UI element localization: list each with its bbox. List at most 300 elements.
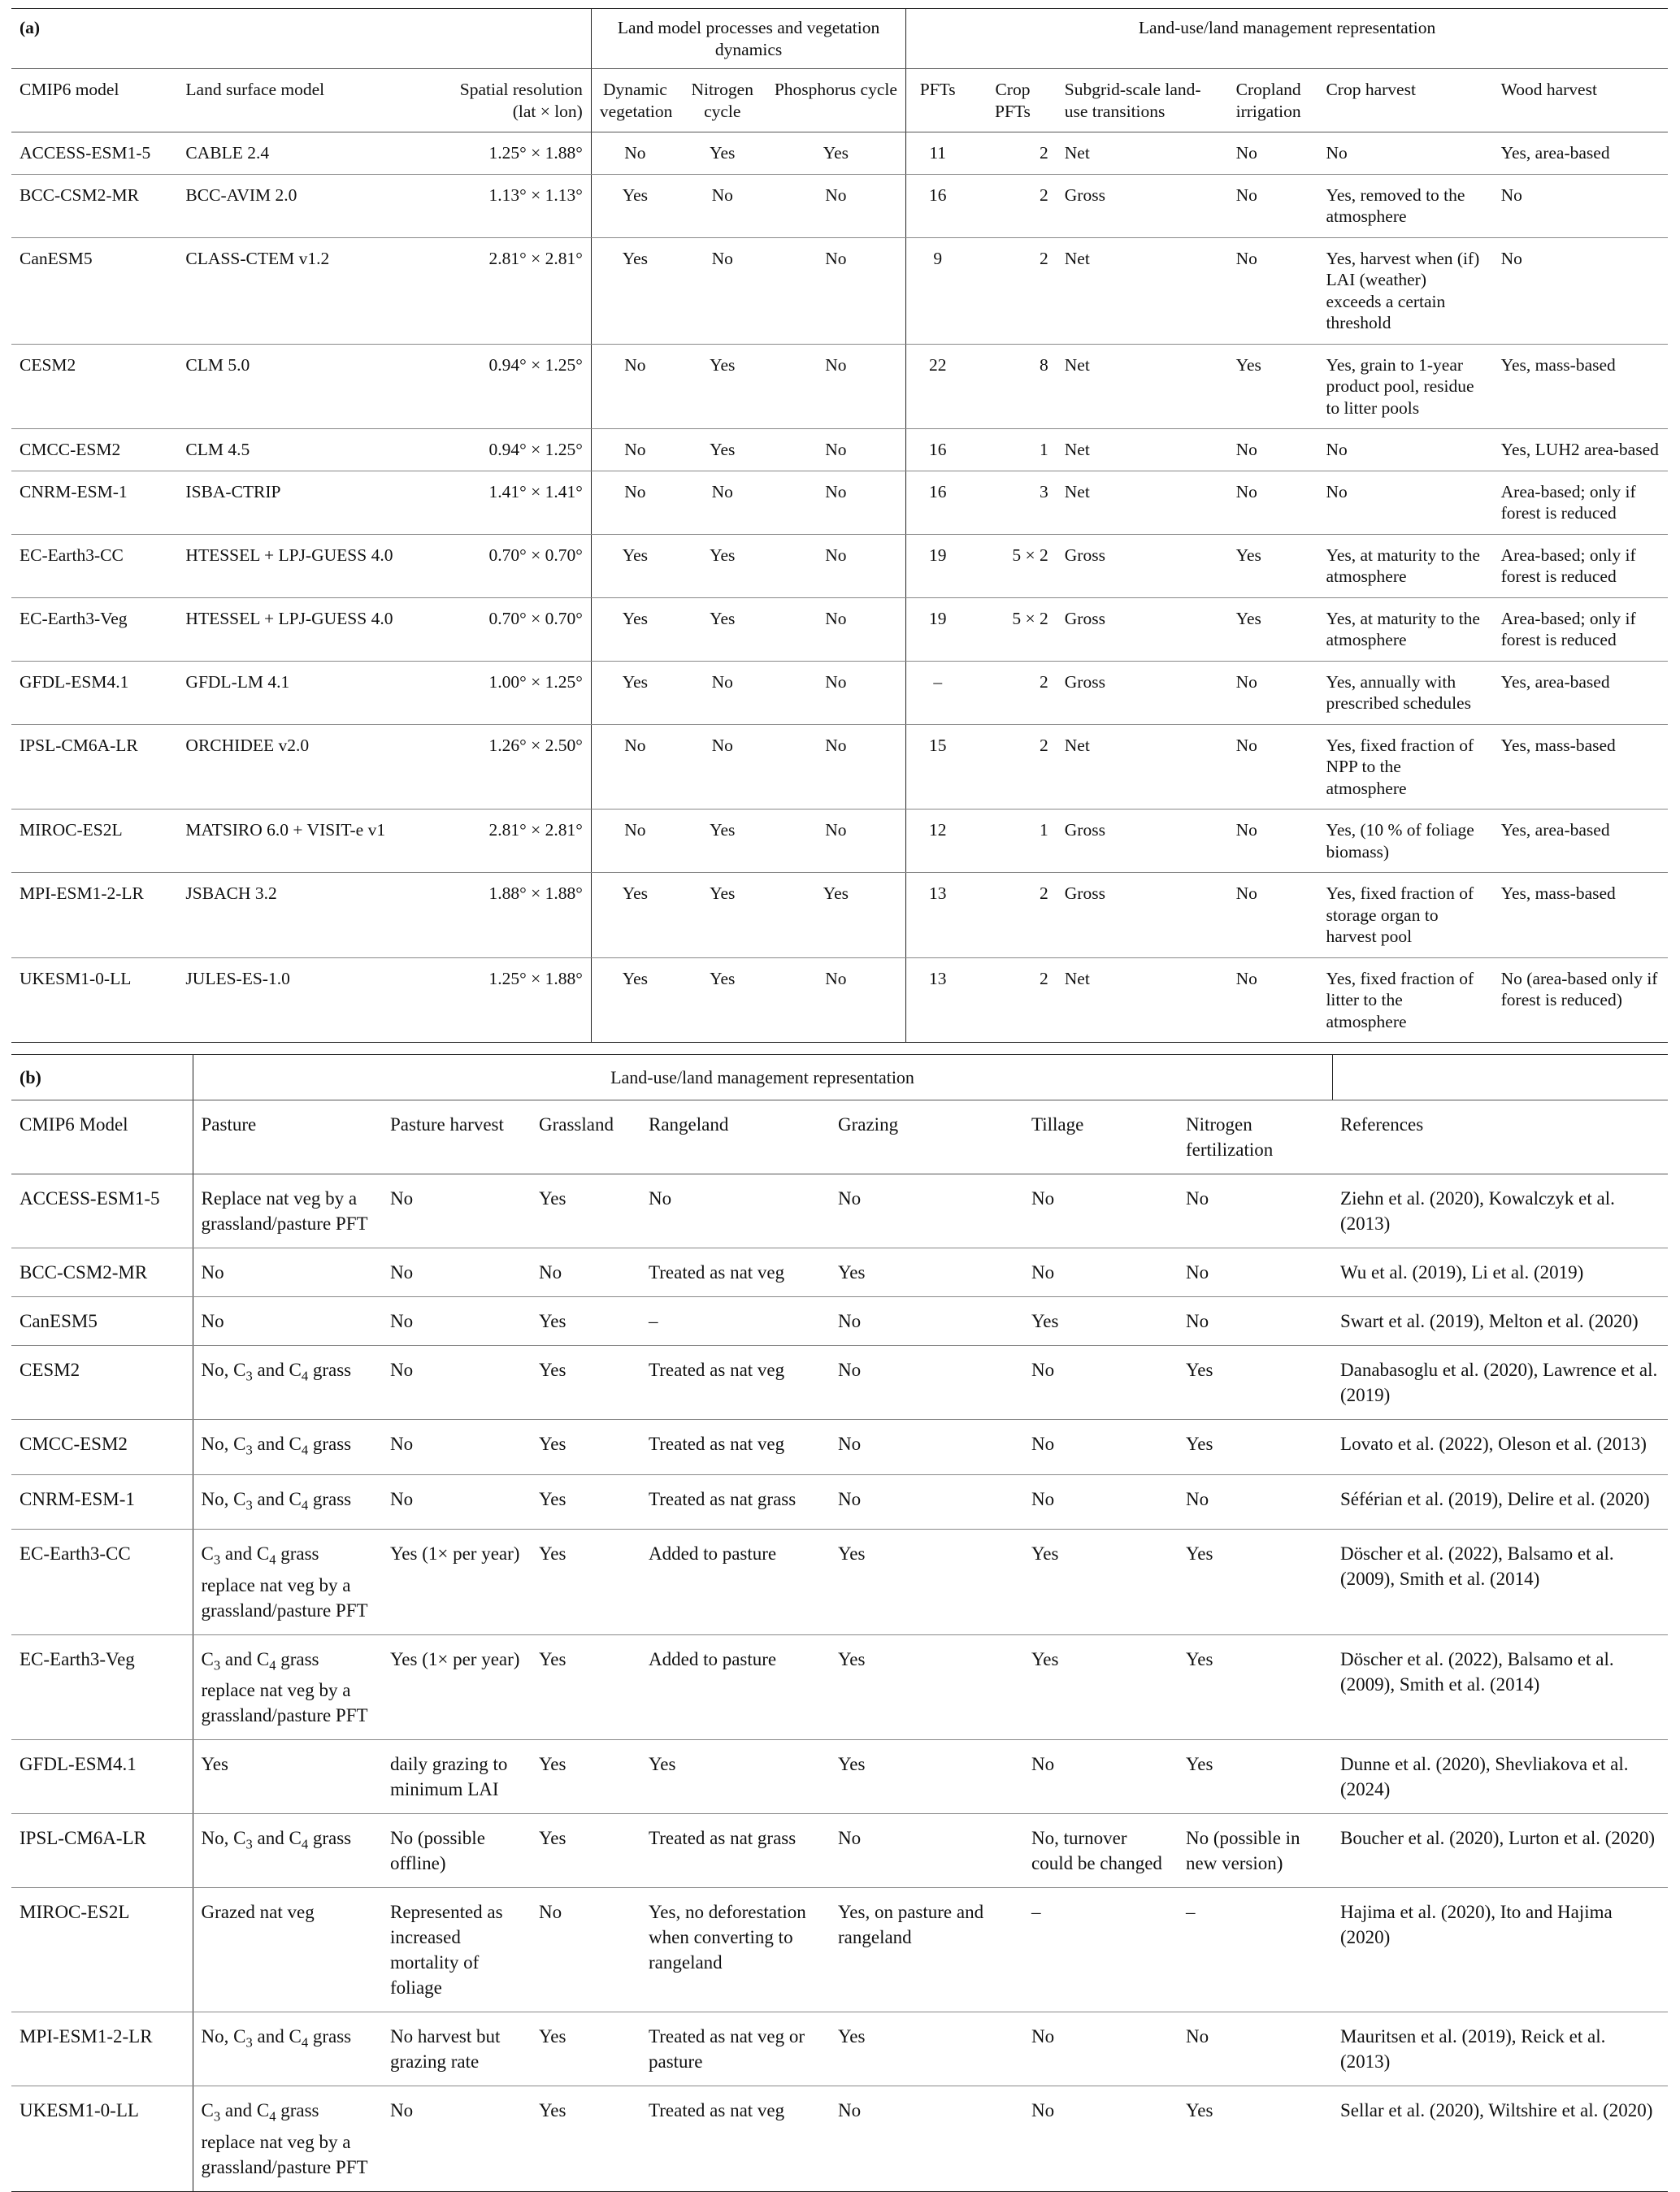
table-cell: No [382, 2086, 531, 2192]
table-cell: Yes (1× per year) [382, 1530, 531, 1635]
table-cell: Yes, at maturity to the atmosphere [1318, 534, 1492, 597]
table-cell: No [766, 957, 906, 1043]
table-row [11, 534, 1668, 597]
table-cell: No, turnover could be changed [1023, 1814, 1178, 1888]
table-cell: Gross [1057, 174, 1228, 237]
table-cell: No [679, 661, 766, 724]
table-b-column-header-row [11, 1100, 1668, 1174]
table-cell: No [591, 471, 679, 534]
table-cell: Yes [679, 873, 766, 958]
table-cell: No [1178, 1248, 1332, 1297]
table-cell: Yes [531, 1814, 640, 1888]
model-name-cell: EC-Earth3-CC [11, 534, 177, 597]
table-cell: Yes [766, 873, 906, 958]
table-cell: No [1318, 429, 1492, 471]
table-cell: Yes [1023, 1634, 1178, 1740]
table-cell: Ziehn et al. (2020), Kowalczyk et al. (2013) [1332, 1174, 1668, 1248]
table-cell: 11 [906, 132, 969, 175]
table-cell: Yes, fixed fraction of NPP to the atmosphere [1318, 724, 1492, 810]
table-cell: Yes [591, 957, 679, 1043]
model-name-cell: MPI-ESM1-2-LR [11, 873, 177, 958]
table-cell: No harvest but grazing rate [382, 2012, 531, 2086]
table-cell: No [1228, 237, 1318, 344]
table-cell: HTESSEL + LPJ-GUESS 4.0 [177, 597, 435, 661]
table-cell: No [766, 661, 906, 724]
model-name-cell: CNRM-ESM-1 [11, 471, 177, 534]
table-cell: 1.25° × 1.88° [436, 132, 592, 175]
table-cell: Net [1057, 724, 1228, 810]
column-header: Spatial resolution (lat × lon) [436, 69, 592, 132]
table-cell: Yes, fixed fraction of storage organ to harvest pool [1318, 873, 1492, 958]
table-cell: No [382, 1174, 531, 1248]
table-cell: Yes [531, 1530, 640, 1635]
table-cell: Grazed nat veg [193, 1888, 382, 2012]
table-cell: No (area-based only if forest is reduced) [1493, 957, 1668, 1043]
table-row [11, 1530, 1668, 1635]
table-cell: No [1023, 1740, 1178, 1814]
model-name-cell: UKESM1-0-LL [11, 2086, 193, 2192]
table-cell: ORCHIDEE v2.0 [177, 724, 435, 810]
model-name-cell: CanESM5 [11, 237, 177, 344]
table-cell: Treated as nat veg [640, 1248, 830, 1297]
table-cell: Net [1057, 132, 1228, 175]
table-cell: Yes, grain to 1-year product pool, residue to litter pools [1318, 344, 1492, 429]
table-cell: Yes, removed to the atmosphere [1318, 174, 1492, 237]
table-row [11, 174, 1668, 237]
table-cell: No [1023, 2086, 1178, 2192]
table-b [11, 1054, 1668, 2192]
model-name-cell: UKESM1-0-LL [11, 957, 177, 1043]
column-header: Grazing [830, 1100, 1023, 1174]
table-cell: 2 [969, 237, 1057, 344]
table-cell: Yes, mass-based [1493, 724, 1668, 810]
table-cell: Yes [679, 534, 766, 597]
table-cell: No [1228, 174, 1318, 237]
table-cell: No [830, 1174, 1023, 1248]
table-cell: Yes [1178, 2086, 1332, 2192]
model-name-cell: ACCESS-ESM1-5 [11, 132, 177, 175]
table-cell: Treated as nat veg [640, 2086, 830, 2192]
table-cell: 22 [906, 344, 969, 429]
table-cell: No [591, 132, 679, 175]
table-cell: No [1493, 237, 1668, 344]
table-cell: ISBA-CTRIP [177, 471, 435, 534]
column-header: Tillage [1023, 1100, 1178, 1174]
table-row [11, 237, 1668, 344]
table-row [11, 2012, 1668, 2086]
table-cell: 5 × 2 [969, 597, 1057, 661]
table-a-column-header-row [11, 69, 1668, 132]
table-cell: Added to pasture [640, 1530, 830, 1635]
table-cell: 0.94° × 1.25° [436, 344, 592, 429]
table-cell: Yes [531, 1346, 640, 1420]
table-cell: CABLE 2.4 [177, 132, 435, 175]
model-name-cell: CMCC-ESM2 [11, 429, 177, 471]
table-cell: JSBACH 3.2 [177, 873, 435, 958]
table-cell: Yes, no deforestation when converting to rangeland [640, 1888, 830, 2012]
table-cell: Mauritsen et al. (2019), Reick et al. (2013) [1332, 2012, 1668, 2086]
table-cell: Yes [591, 873, 679, 958]
table-cell: No [640, 1174, 830, 1248]
table-cell: 5 × 2 [969, 534, 1057, 597]
table-cell: No, $C_3$ and $C_4$ grass [193, 1420, 382, 1475]
table-cell: Danabasoglu et al. (2020), Lawrence et al. (2019) [1332, 1346, 1668, 1420]
table-cell: 13 [906, 957, 969, 1043]
table-cell: Yes [1178, 1634, 1332, 1740]
table-cell: Gross [1057, 661, 1228, 724]
table-cell: No [1493, 174, 1668, 237]
table-cell: No [766, 810, 906, 873]
table-cell: Yes [1023, 1297, 1178, 1346]
table-cell: Yes, (10 % of foliage biomass) [1318, 810, 1492, 873]
table-cell: $C_3$ and $C_4$ grass replace nat veg by a grassland/pasture PFT [193, 1634, 382, 1740]
table-cell: No [1178, 1174, 1332, 1248]
table-cell: Yes [531, 1474, 640, 1530]
table-cell: No [382, 1248, 531, 1297]
table-cell: Yes [640, 1740, 830, 1814]
column-header: Pasture [193, 1100, 382, 1174]
table-row [11, 1297, 1668, 1346]
table-cell: 9 [906, 237, 969, 344]
table-cell: Yes [531, 1740, 640, 1814]
table-cell: Yes, mass-based [1493, 873, 1668, 958]
model-name-cell: MIROC-ES2L [11, 810, 177, 873]
table-cell: No [591, 724, 679, 810]
table-cell: No [1023, 2012, 1178, 2086]
table-cell: 1.26° × 2.50° [436, 724, 592, 810]
table-cell: Yes [1178, 1346, 1332, 1420]
table-cell: $C_3$ and $C_4$ grass replace nat veg by a grassland/pasture PFT [193, 1530, 382, 1635]
table-cell: 0.70° × 0.70° [436, 597, 592, 661]
column-header: Wood harvest [1493, 69, 1668, 132]
table-row [11, 429, 1668, 471]
table-cell: GFDL-LM 4.1 [177, 661, 435, 724]
table-cell: 2 [969, 132, 1057, 175]
table-cell: Yes [830, 1740, 1023, 1814]
table-cell: Yes [1228, 597, 1318, 661]
table-cell: No [193, 1248, 382, 1297]
table-cell: No [382, 1474, 531, 1530]
table-cell: Yes, area-based [1493, 132, 1668, 175]
table-b-group-header-row [11, 1055, 1668, 1100]
column-header: Nitrogen cycle [679, 69, 766, 132]
table-cell: No [1023, 1420, 1178, 1475]
table-cell: Yes [830, 1530, 1023, 1635]
table-cell: 1 [969, 810, 1057, 873]
table-row [11, 1888, 1668, 2012]
table-row [11, 132, 1668, 175]
table-cell: Yes [531, 1174, 640, 1248]
table-cell: No (possible offline) [382, 1814, 531, 1888]
table-cell: Yes [830, 1634, 1023, 1740]
table-cell: No [766, 429, 906, 471]
table-cell: No [1228, 661, 1318, 724]
model-name-cell: CESM2 [11, 344, 177, 429]
table-cell: Boucher et al. (2020), Lurton et al. (2020) [1332, 1814, 1668, 1888]
model-name-cell: MPI-ESM1-2-LR [11, 2012, 193, 2086]
column-header: Nitrogen fertilization [1178, 1100, 1332, 1174]
model-name-cell: CESM2 [11, 1346, 193, 1420]
table-cell: Yes [531, 2086, 640, 2192]
table-cell: Sellar et al. (2020), Wiltshire et al. (2020) [1332, 2086, 1668, 2192]
table-cell: Treated as nat veg [640, 1420, 830, 1475]
model-name-cell: EC-Earth3-CC [11, 1530, 193, 1635]
column-header: CMIP6 Model [11, 1100, 193, 1174]
table-cell: No [1228, 810, 1318, 873]
table-cell: Séférian et al. (2019), Delire et al. (2020) [1332, 1474, 1668, 1530]
table-cell: CLM 4.5 [177, 429, 435, 471]
table-cell: Lovato et al. (2022), Oleson et al. (2013) [1332, 1420, 1668, 1475]
table-cell: No [193, 1297, 382, 1346]
table-cell: Yes [531, 1297, 640, 1346]
table-cell: No [382, 1297, 531, 1346]
table-cell: 1.13° × 1.13° [436, 174, 592, 237]
table-cell: BCC-AVIM 2.0 [177, 174, 435, 237]
table-cell: 2 [969, 661, 1057, 724]
table-cell: No [830, 2086, 1023, 2192]
table-cell: Yes [679, 429, 766, 471]
table-cell: No [531, 1888, 640, 2012]
table-row [11, 344, 1668, 429]
table-cell: 16 [906, 174, 969, 237]
table-cell: Yes, at maturity to the atmosphere [1318, 597, 1492, 661]
table-cell: Net [1057, 429, 1228, 471]
table-cell: No [1178, 1474, 1332, 1530]
table-cell: Yes, LUH2 area-based [1493, 429, 1668, 471]
column-header: Cropland irrigation [1228, 69, 1318, 132]
table-cell: No [830, 1420, 1023, 1475]
table-row [11, 1474, 1668, 1530]
table-cell: Yes, mass-based [1493, 344, 1668, 429]
table-cell: Swart et al. (2019), Melton et al. (2020) [1332, 1297, 1668, 1346]
table-cell: No [830, 1297, 1023, 1346]
table-cell: No [591, 810, 679, 873]
table-cell: Yes [531, 1420, 640, 1475]
table-cell: – [640, 1297, 830, 1346]
table-cell: 1 [969, 429, 1057, 471]
table-cell: – [1023, 1888, 1178, 2012]
table-a-body [11, 132, 1668, 1043]
column-header: PFTs [906, 69, 969, 132]
model-name-cell: CNRM-ESM-1 [11, 1474, 193, 1530]
table-cell: Döscher et al. (2022), Balsamo et al. (2009), Smith et al. (2014) [1332, 1530, 1668, 1635]
table-cell: No [1178, 1297, 1332, 1346]
table-cell: Yes [1178, 1420, 1332, 1475]
table-cell: daily grazing to minimum LAI [382, 1740, 531, 1814]
table-cell: Treated as nat grass [640, 1474, 830, 1530]
table-cell: Area-based; only if forest is reduced [1493, 534, 1668, 597]
table-cell: Yes, on pasture and rangeland [830, 1888, 1023, 2012]
table-cell: Net [1057, 957, 1228, 1043]
table-cell: Treated as nat veg [640, 1346, 830, 1420]
table-row [11, 1174, 1668, 1248]
table-cell: No [1318, 471, 1492, 534]
table-cell: MATSIRO 6.0 + VISIT-e v1 [177, 810, 435, 873]
table-cell: $C_3$ and $C_4$ grass replace nat veg by a grassland/pasture PFT [193, 2086, 382, 2192]
table-row [11, 724, 1668, 810]
model-name-cell: ACCESS-ESM1-5 [11, 1174, 193, 1248]
table-cell: Yes, annually with prescribed schedules [1318, 661, 1492, 724]
table-cell: 1.00° × 1.25° [436, 661, 592, 724]
table-cell: Gross [1057, 810, 1228, 873]
table-cell: 8 [969, 344, 1057, 429]
table-cell: No [1023, 1248, 1178, 1297]
table-cell: CLM 5.0 [177, 344, 435, 429]
column-header: Grassland [531, 1100, 640, 1174]
table-cell: No [1228, 873, 1318, 958]
table-cell: No [1023, 1346, 1178, 1420]
table-b-body [11, 1174, 1668, 2192]
table-cell: Yes, fixed fraction of litter to the atmosphere [1318, 957, 1492, 1043]
table-cell: Gross [1057, 534, 1228, 597]
model-name-cell: IPSL-CM6A-LR [11, 724, 177, 810]
table-cell: Yes, area-based [1493, 661, 1668, 724]
table-cell: Yes [679, 344, 766, 429]
table-cell: Yes [531, 2012, 640, 2086]
table-cell: 0.70° × 0.70° [436, 534, 592, 597]
column-header: Rangeland [640, 1100, 830, 1174]
table-cell: No [531, 1248, 640, 1297]
table-cell: Yes (1× per year) [382, 1634, 531, 1740]
table-cell: No [766, 724, 906, 810]
model-name-cell: BCC-CSM2-MR [11, 1248, 193, 1297]
table-cell: Yes [679, 597, 766, 661]
group-header-land-use: Land-use/land management representation [193, 1055, 1332, 1100]
table-cell: No [1228, 471, 1318, 534]
table-cell: Yes [591, 597, 679, 661]
table-cell: Replace nat veg by a grassland/pasture PFT [193, 1174, 382, 1248]
table-cell: No, $C_3$ and $C_4$ grass [193, 1474, 382, 1530]
table-cell: No [766, 534, 906, 597]
table-row [11, 1248, 1668, 1297]
table-cell: No [766, 237, 906, 344]
table-row [11, 1634, 1668, 1740]
table-cell: 16 [906, 471, 969, 534]
table-cell: Area-based; only if forest is reduced [1493, 597, 1668, 661]
table-cell: 3 [969, 471, 1057, 534]
column-header: Subgrid-scale land-use transitions [1057, 69, 1228, 132]
column-header: CMIP6 model [11, 69, 177, 132]
table-cell: Net [1057, 471, 1228, 534]
table-cell: 1.88° × 1.88° [436, 873, 592, 958]
column-header: Land surface model [177, 69, 435, 132]
table-cell: 2 [969, 174, 1057, 237]
table-cell: No [679, 174, 766, 237]
table-cell: No [679, 471, 766, 534]
table-cell: No, $C_3$ and $C_4$ grass [193, 1346, 382, 1420]
table-cell: 2.81° × 2.81° [436, 810, 592, 873]
table-cell: Added to pasture [640, 1634, 830, 1740]
table-cell: 13 [906, 873, 969, 958]
table-cell: Döscher et al. (2022), Balsamo et al. (2009), Smith et al. (2014) [1332, 1634, 1668, 1740]
table-cell: Yes [591, 661, 679, 724]
table-cell: No [830, 1474, 1023, 1530]
table-cell: No [1228, 957, 1318, 1043]
table-cell: 2 [969, 724, 1057, 810]
table-row [11, 957, 1668, 1043]
table-cell: No [591, 344, 679, 429]
table-cell: No [766, 471, 906, 534]
column-header: References [1332, 1100, 1668, 1174]
table-cell: Net [1057, 237, 1228, 344]
table-cell: HTESSEL + LPJ-GUESS 4.0 [177, 534, 435, 597]
table-row [11, 1814, 1668, 1888]
column-header: Phosphorus cycle [766, 69, 906, 132]
table-cell: Yes [1178, 1740, 1332, 1814]
group-header-processes: Land model processes and vegetation dynamics [591, 9, 905, 69]
table-cell: Yes [679, 132, 766, 175]
table-cell: Represented as increased mortality of foliage [382, 1888, 531, 2012]
table-cell: No (possible in new version) [1178, 1814, 1332, 1888]
paper-page [11, 8, 1668, 2192]
table-a [11, 8, 1668, 1043]
table-cell: No [382, 1346, 531, 1420]
table-cell: Treated as nat veg or pasture [640, 2012, 830, 2086]
table-cell: Yes [531, 1634, 640, 1740]
table-a-label: (a) [11, 9, 591, 69]
table-row [11, 1740, 1668, 1814]
table-cell: No [1318, 132, 1492, 175]
table-cell: Yes [679, 957, 766, 1043]
table-cell: Gross [1057, 597, 1228, 661]
table-cell: Hajima et al. (2020), Ito and Hajima (2020) [1332, 1888, 1668, 2012]
table-row [11, 661, 1668, 724]
table-cell: Yes [591, 534, 679, 597]
table-cell: 2 [969, 873, 1057, 958]
table-cell: No [830, 1814, 1023, 1888]
table-cell: Yes [1228, 344, 1318, 429]
table-cell: No [382, 1420, 531, 1475]
table-cell: No [679, 724, 766, 810]
table-cell: No [766, 174, 906, 237]
table-cell: Area-based; only if forest is reduced [1493, 471, 1668, 534]
table-row [11, 873, 1668, 958]
model-name-cell: BCC-CSM2-MR [11, 174, 177, 237]
table-cell: Dunne et al. (2020), Shevliakova et al. (2024) [1332, 1740, 1668, 1814]
model-name-cell: GFDL-ESM4.1 [11, 661, 177, 724]
table-cell: Treated as nat grass [640, 1814, 830, 1888]
table-cell: Yes [679, 810, 766, 873]
group-header-spacer [1332, 1055, 1668, 1100]
table-row [11, 597, 1668, 661]
table-cell: Wu et al. (2019), Li et al. (2019) [1332, 1248, 1668, 1297]
table-cell: JULES-ES-1.0 [177, 957, 435, 1043]
table-cell: – [906, 661, 969, 724]
table-row [11, 810, 1668, 873]
table-cell: Yes [1178, 1530, 1332, 1635]
model-name-cell: MIROC-ES2L [11, 1888, 193, 2012]
table-cell: 2.81° × 2.81° [436, 237, 592, 344]
table-cell: 2 [969, 957, 1057, 1043]
column-header: Crop PFTs [969, 69, 1057, 132]
table-cell: 0.94° × 1.25° [436, 429, 592, 471]
model-name-cell: EC-Earth3-Veg [11, 1634, 193, 1740]
table-cell: No [1023, 1174, 1178, 1248]
table-row [11, 1346, 1668, 1420]
table-cell: Yes [766, 132, 906, 175]
table-cell: 1.41° × 1.41° [436, 471, 592, 534]
table-row [11, 1420, 1668, 1475]
group-header-land-use: Land-use/land management representation [906, 9, 1668, 69]
table-cell: No [766, 597, 906, 661]
table-cell: Gross [1057, 873, 1228, 958]
table-b-label: (b) [11, 1055, 193, 1100]
table-cell: Yes [193, 1740, 382, 1814]
column-header: Crop harvest [1318, 69, 1492, 132]
table-cell: No [766, 344, 906, 429]
table-a-group-header-row [11, 9, 1668, 69]
table-cell: Yes, area-based [1493, 810, 1668, 873]
